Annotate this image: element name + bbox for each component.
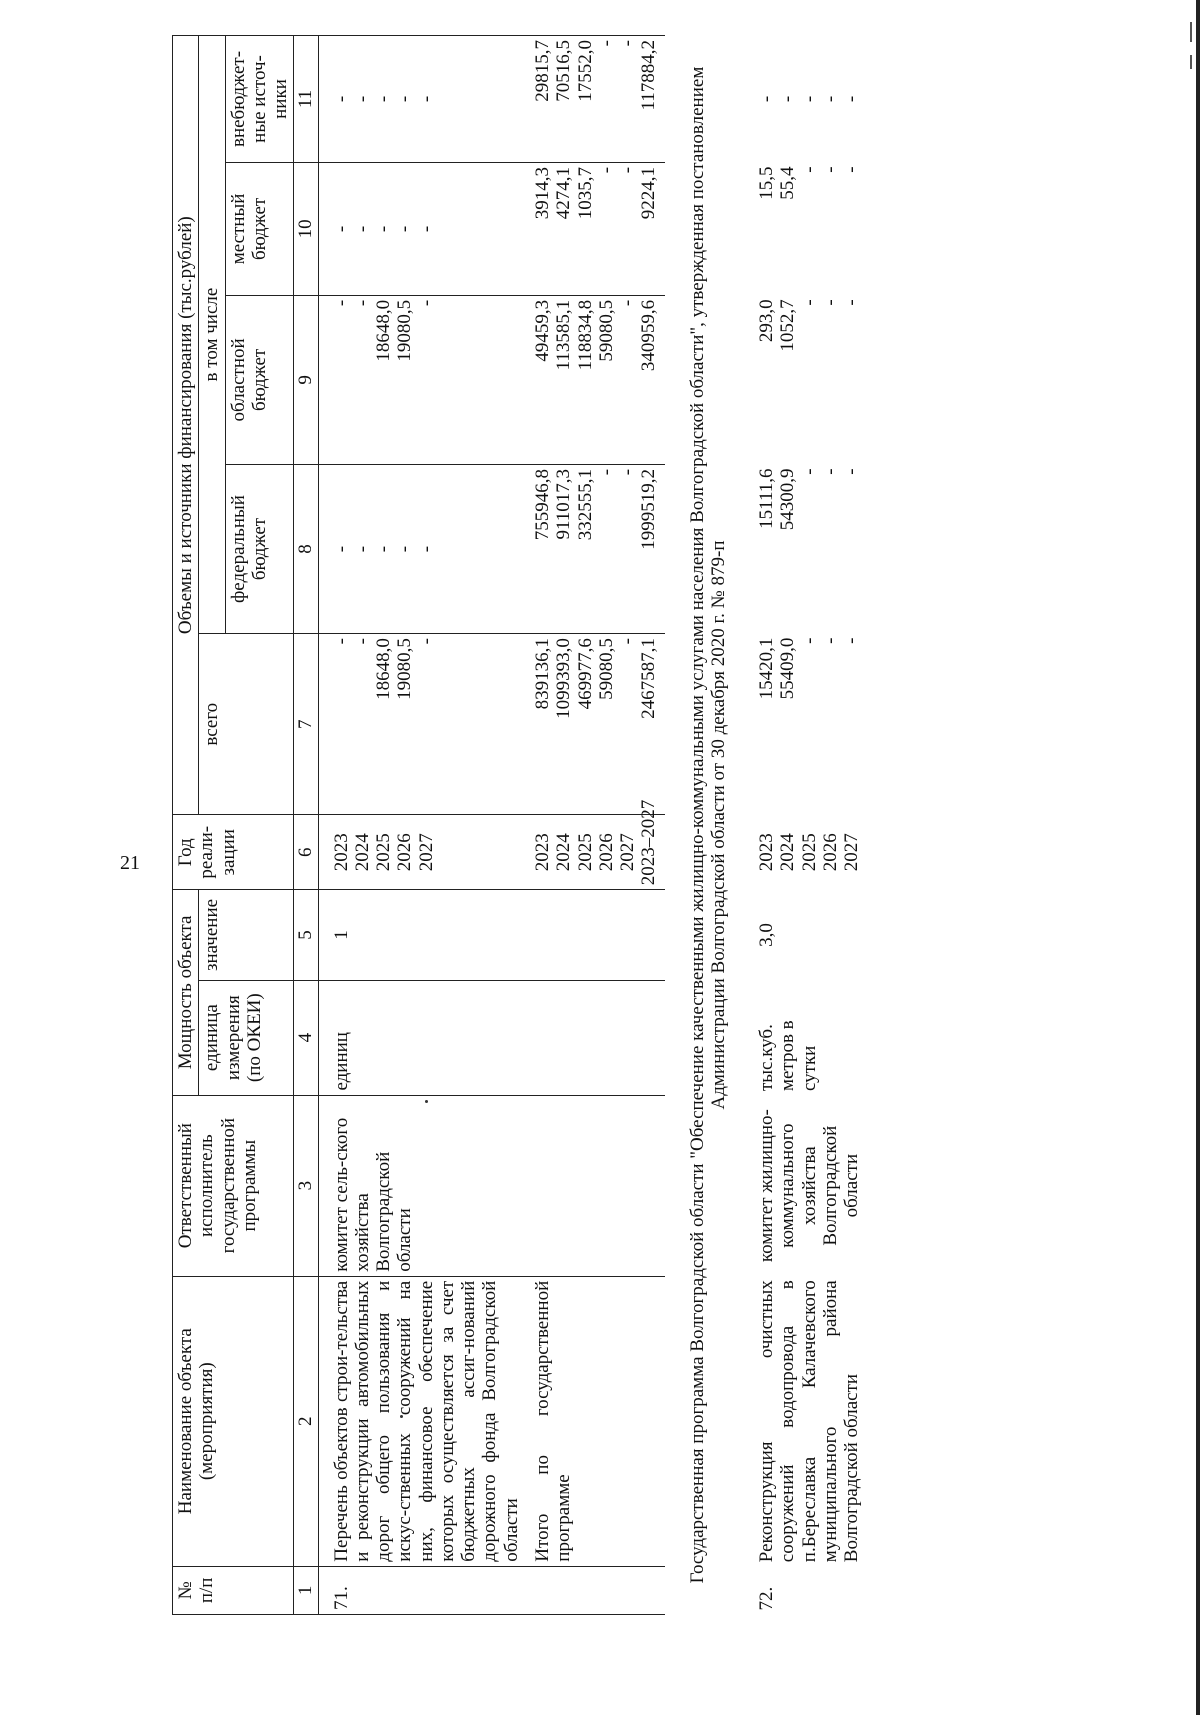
regional-values (751, 295, 867, 464)
cell-value: 1099393,0 (553, 638, 575, 719)
capacity-unit: тыс.куб. метров в сутки (756, 1020, 820, 1092)
cell-value: 2024 (351, 833, 373, 872)
row-number: 72. (756, 1586, 778, 1611)
column-number: 10 (294, 162, 318, 295)
cell-value: 118834,8 (574, 299, 596, 371)
cell-value: 293,0 (756, 299, 778, 343)
header-extra: внебюджет- ные источ- ники (225, 36, 294, 163)
column-number: 7 (294, 634, 318, 815)
cell-value: 2023 (756, 833, 778, 872)
cell-value: - (617, 468, 639, 476)
cell-value: - (819, 468, 841, 475)
cell-value: - (595, 166, 617, 174)
cell-value: - (617, 299, 639, 307)
cell-value: - (841, 95, 863, 103)
cell-value: - (798, 95, 820, 103)
header-no: № п/п (173, 1566, 294, 1614)
cell-value: 2025 (574, 833, 596, 872)
cell-value: 19080,5 (394, 299, 416, 362)
cell-value: 18648,0 (373, 638, 395, 700)
cell-value: - (595, 40, 617, 47)
cell-value: - (415, 95, 437, 103)
header-value: значение (199, 890, 294, 981)
cell-value: - (351, 95, 373, 103)
cell-value: 19080,5 (394, 638, 416, 700)
table-row-72 (751, 36, 867, 1615)
cell-value: - (373, 95, 395, 103)
cell-value: - (819, 299, 841, 306)
year-list (318, 815, 527, 890)
cell-value: 2026 (394, 833, 416, 872)
cell-value: - (756, 95, 778, 103)
header-federal: федеральный бюджет (225, 464, 294, 633)
cell-value: 1035,7 (574, 166, 596, 220)
column-number: 8 (294, 464, 318, 633)
federal-values (527, 464, 665, 633)
cell-value: - (841, 468, 863, 475)
cell-value: 2467587,1 (638, 638, 660, 719)
column-number: 3 (294, 1095, 318, 1276)
total-values (318, 634, 527, 815)
cell-value: 2027 (841, 833, 863, 872)
cell-value: - (415, 545, 437, 553)
funding-table (172, 35, 867, 1615)
column-number: 9 (294, 295, 318, 464)
row-number: 71. (318, 1566, 527, 1614)
cell-value: 59080,5 (595, 299, 617, 362)
cell-value: - (798, 468, 820, 475)
cell-value: 4274,1 (553, 166, 575, 220)
cell-value: - (394, 225, 416, 233)
cell-value: 332555,1 (574, 468, 596, 541)
federal-values (318, 464, 527, 633)
cell-value: - (351, 638, 373, 645)
cell-value: 15111,6 (756, 468, 778, 529)
cell-value: 55409,0 (777, 637, 799, 700)
cell-value: 2026 (595, 833, 617, 872)
cell-value: 469977,6 (574, 638, 596, 710)
capacity-value: 1 (318, 890, 527, 981)
cell-value: 15,5 (756, 166, 778, 200)
cell-value: 29815,7 (531, 40, 553, 102)
cell-value: 70516,5 (553, 40, 575, 102)
cell-value: - (330, 95, 352, 103)
header-total: всего (199, 634, 294, 815)
local-values (318, 162, 527, 295)
total-values (751, 634, 867, 815)
cell-value: 2024 (553, 833, 575, 872)
cell-value: - (415, 638, 437, 645)
year-list (751, 815, 867, 890)
cell-value: - (798, 637, 820, 644)
extra-values (751, 36, 867, 163)
local-values (751, 162, 867, 295)
cell-value: - (798, 166, 820, 173)
cell-value: 2027 (415, 833, 437, 872)
table-row-summary (527, 36, 665, 1615)
cell-value: - (351, 545, 373, 553)
header-including: в том числе (199, 36, 225, 634)
cell-value: 340959,6 (638, 299, 660, 372)
cell-value: - (394, 545, 416, 553)
cell-value: 1052,7 (777, 299, 799, 352)
cell-value: 113585,1 (553, 299, 575, 371)
cell-value: 15420,1 (756, 637, 778, 700)
capacity-unit: единиц (318, 980, 527, 1095)
cell-value: - (330, 545, 352, 553)
cell-value: - (777, 95, 799, 103)
cell-value: 1999519,2 (638, 468, 660, 550)
table-row-71 (318, 36, 527, 1615)
cell-value: 17552,0 (574, 40, 596, 102)
cell-value: - (617, 166, 639, 174)
cell-value: 18648,0 (373, 299, 395, 362)
cell-value: - (330, 225, 352, 233)
cell-value: - (351, 225, 373, 233)
header-unit: единица измерения (по ОКЕИ) (199, 980, 294, 1095)
cell-value: 2024 (777, 833, 799, 872)
cell-value: - (841, 299, 863, 306)
cell-value: - (798, 299, 820, 306)
header-local: местный бюджет (225, 162, 294, 295)
cell-value: 755946,8 (531, 468, 553, 541)
header-name: Наименование объекта (мероприятия) (173, 1276, 294, 1566)
cell-value: 911017,3 (553, 468, 575, 540)
page-number: 21 (120, 852, 140, 874)
cell-value: - (373, 545, 395, 553)
column-number: 11 (294, 36, 318, 163)
cell-value: - (841, 637, 863, 644)
federal-values (751, 464, 867, 633)
cell-value: 839136,1 (531, 638, 553, 710)
column-number: 5 (294, 890, 318, 981)
cell-value: - (330, 638, 352, 645)
header-capacity: Мощность объекта (173, 890, 199, 1095)
cell-value: - (841, 166, 863, 173)
local-values (527, 162, 665, 295)
cell-value: 2027 (617, 833, 639, 872)
header-year: Год реали- зации (173, 815, 294, 890)
column-number: 2 (294, 1276, 318, 1566)
program-title: Государственная программа Волгоградской области "Обеспечение качественными жилищно-коммунальными услугами населения Волгоградской области", утвержденная постановлением Администрации Волгоградской области от 30 декабря 2020 г. № 879-п (686, 66, 729, 1584)
header-regional: областной бюджет (225, 295, 294, 464)
cell-value: - (373, 225, 395, 233)
cell-value: - (415, 299, 437, 307)
object-name: Перечень объектов строи-тельства и реконструкции автомобильных дорог общего пользования и искус-ственных сооружений на них, финансовое обеспечение которых осуществляется за счет бюджетных ассиг-нований дорожного фонда Волгоградской области (318, 1276, 527, 1566)
column-number: 1 (294, 1566, 318, 1614)
summary-label: Итого по государственной программе (527, 1276, 665, 1566)
cell-value: - (819, 166, 841, 173)
column-number: 6 (294, 815, 318, 890)
cell-value: 2023–2027 (638, 799, 660, 886)
cell-value: 55,4 (777, 166, 799, 200)
regional-values (318, 295, 527, 464)
object-name: Реконструкция очистных сооружений водопровода в п.Береславка Калачевского муниципального района Волгоградской области (756, 1280, 863, 1563)
cell-value: 2023 (330, 833, 352, 872)
cell-value: - (595, 468, 617, 476)
extra-values (318, 36, 527, 163)
cell-value: 2023 (531, 833, 553, 872)
cell-value: 9224,1 (638, 166, 660, 220)
extra-values (527, 36, 665, 163)
total-values (527, 634, 665, 815)
executor: комитет сель-ского хозяйства Волгоградской области (318, 1095, 527, 1276)
cell-value: - (351, 299, 373, 307)
capacity-value: 3,0 (756, 923, 778, 947)
cell-value: 3914,3 (531, 166, 553, 220)
cell-value: 59080,5 (595, 638, 617, 700)
year-list (527, 799, 665, 890)
header-executor: Ответственный исполнитель государственной программы (173, 1095, 294, 1276)
cell-value: 49459,3 (531, 299, 553, 362)
header-funding: Объемы и источники финансирования (тыс.рублей) (173, 36, 199, 815)
section-row (665, 36, 752, 1615)
cell-value: - (415, 225, 437, 233)
cell-value: - (617, 638, 639, 645)
cell-value: - (819, 637, 841, 644)
regional-values (527, 295, 665, 464)
cell-value: 2025 (373, 833, 395, 872)
cell-value: - (617, 40, 639, 47)
cell-value: - (819, 95, 841, 103)
cell-value: 2025 (798, 833, 820, 872)
cell-value: 54300,9 (777, 468, 799, 531)
cell-value: - (330, 299, 352, 307)
column-number: 4 (294, 980, 318, 1095)
cell-value: 2026 (819, 833, 841, 872)
cell-value: - (394, 95, 416, 103)
executor: комитет жилищно-коммунального хозяйства Волгоградской области (756, 1109, 863, 1263)
cell-value: 117884,2 (638, 40, 660, 111)
